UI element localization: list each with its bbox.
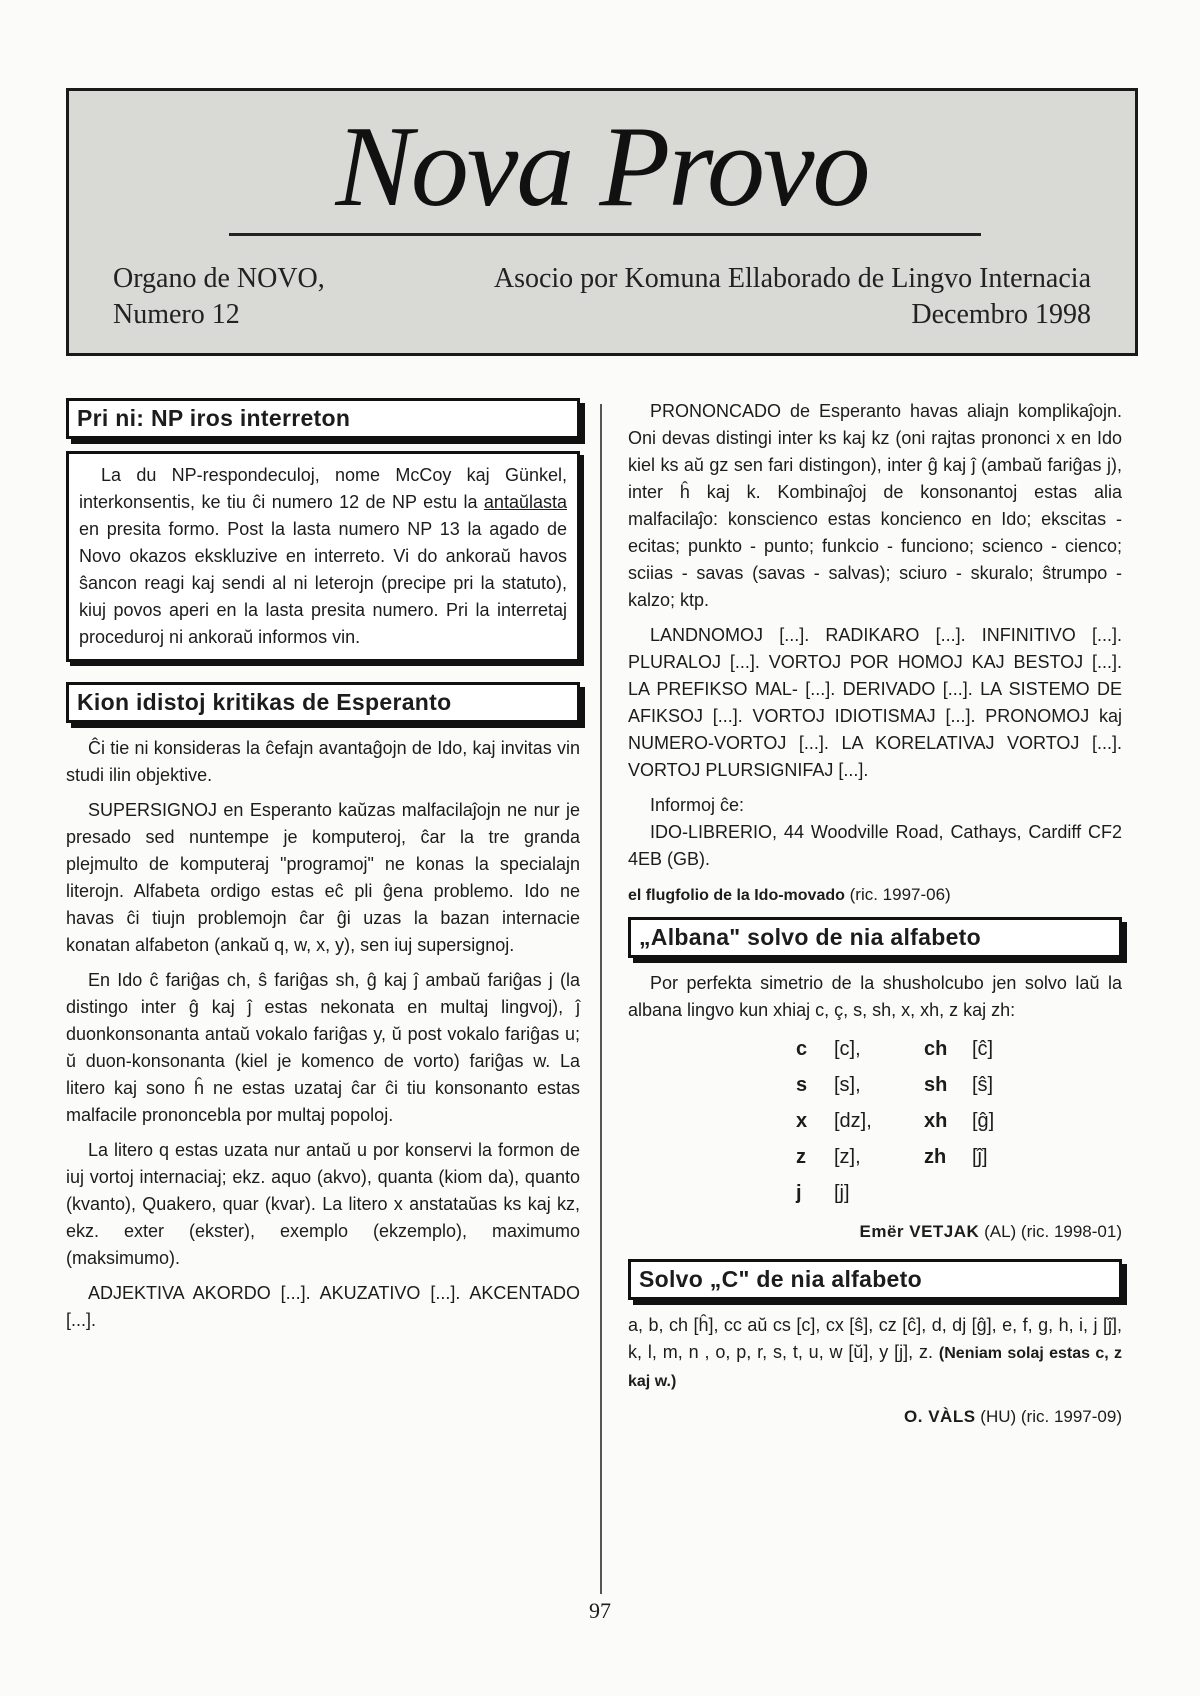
table-cell: sh [924,1073,948,1096]
table-cell: x [796,1109,808,1132]
newsletter-title: Nova Provo [335,103,869,231]
right-column [628,398,1122,1444]
table-cell: [ĵ] [972,1145,988,1168]
albana-credit [628,1218,1122,1245]
table-cell: z [796,1145,806,1168]
table-cell: [j] [834,1181,850,1204]
table-cell [920,1176,972,1212]
heading-interreto: Pri ni: NP iros interreton [66,398,580,439]
solvo-c-author-meta: (HU) (ric. 1997-09) [980,1407,1122,1426]
heading-solvo-c: Solvo „C" de nia alfabeto [628,1259,1122,1300]
table-row [796,1140,1002,1176]
issue-date: Decembro 1998 [911,299,1091,330]
solvo-c-note: (Neniam solaj estas c, z kaj w.) [628,1345,1122,1390]
table-cell: [dz], [834,1109,872,1132]
albana-author-meta: (AL) (ric. 1998-01) [984,1222,1122,1241]
albana-author: Emër VETJAK [859,1222,980,1241]
column-divider [600,404,602,1594]
table-cell: [ĉ] [972,1037,994,1060]
article-paragraph: SUPERSIGNOJ en Esperanto kaŭzas malfacilaĵojn ne nur je presado sed nuntempe je komputeroj, ĉar la tre granda plejmulto de komputeraj "programoj" ne konas la specialajn literojn. Alfabeta ordigo estas eĉ pli ĝena problemo. Ido ne havas ĉi tiujn problemojn ĉar ĝi uzas la bazan internacie konatan alfabeton (ankaŭ q, w, x, y), sen iuj supersignoj. [66,800,580,955]
table-cell: [c], [834,1037,861,1060]
notice-underlined-word: antaŭlasta [483,492,567,512]
table-row [796,1176,1002,1212]
masthead-issue-line [113,299,1091,331]
heading-kritikas: Kion idistoj kritikas de Esperanto [66,682,580,723]
article-paragraph: La litero q estas uzata nur antaŭ u por konservi la formon de iuj vortoj internaciaj; ekz. aquo (akvo), quanta (kiom da), quanto (kvanto), Quakero, quar (kvar). La litero x anstataŭas ks kaj kz, ekz. exter (ekster), exemplo (ekzemplo), maximumo (maksimumo). [66,1140,580,1268]
table-cell: [ĝ] [972,1109,995,1132]
solvo-c-credit [628,1403,1122,1430]
left-column [66,398,580,1342]
table-row [796,1032,1002,1068]
heading-albana: „Albana" solvo de nia alfabeto [628,917,1122,958]
article-paragraph: LANDNOMOJ [...]. RADIKARO [...]. INFINITIVO [...]. PLURALOJ [...]. VORTOJ POR HOMOJ KAJ BESTOJ [...]. LA PREFIKSO MAL- [...]. DERIVADO [...]. LA SISTEMO DE AFIKSOJ [...]. VORTOJ IDIOTISMAJ [...]. PRONOMOJ kaj NUMERO-VORTOJ [...]. LA KORELATIVAJ VORTOJ [...]. VORTOJ PLURSIGNIFAJ [...]. [628,625,1122,780]
table-cell: j [796,1181,802,1204]
article-paragraph: En Ido ĉ fariĝas ch, ŝ fariĝas sh, ĝ kaj ĵ ambaŭ fariĝas j (la distingo inter ĝ kaj ĵ estas nekonata en multaj lingvoj), ĵ duonkonsonanta antaŭ vokalo fariĝas y, ŭ post vokalo fariĝas u; ŭ duon-konsonanta (kiel je komenco de vorto) fariĝas w. La litero kaj sono ĥ ne estas uzataj ĉar ĉi tiu konsonanto estas malfacile prononcebla por multaj popoloj. [66,970,580,1125]
masthead [66,88,1138,356]
table-cell: ch [924,1037,948,1060]
issue-number: Numero 12 [113,299,240,330]
association-text: Asocio por Komuna Ellaborado de Lingvo Internacia [493,263,1091,294]
organ-text: Organo de NOVO, [113,263,325,294]
table-row [796,1104,1002,1140]
solvo-c-author: O. VÀLS [904,1407,976,1426]
page-number: 97 [589,1598,611,1623]
article-paragraph: ADJEKTIVA AKORDO [...]. AKUZATIVO [...]. AKCENTADO [...]. [66,1283,580,1330]
notice-box [66,451,580,662]
table-cell [972,1176,1002,1212]
alphabet-table [796,1032,1002,1212]
info-address: IDO-LIBRERIO, 44 Woodville Road, Cathays, Cardiff CF2 4EB (GB). [628,822,1122,869]
solvo-c-text [628,1312,1122,1395]
solvo-c-alphabet: a, b, ch [ĥ], cc aŭ cs [c], cx [ŝ], cz [ĉ], d, dj [ĝ], e, f, g, h, i, j [ĵ], k, l, m, n , o, p, r, s, t, u, w [ŭ], y [j], z. [628,1315,1122,1362]
table-cell: c [796,1037,808,1060]
source-ref: (ric. 1997-06) [849,885,951,904]
info-label: Informoj ĉe: [650,795,745,815]
source-title: el flugfolio de la Ido-movado [628,887,845,904]
title-underline [229,233,981,236]
article-paragraph: Ĉi tie ni konsideras la ĉefajn avantaĝojn de Ido, kaj invitas vin studi ilin objektive. [66,738,580,785]
article-paragraph: PRONONCADO de Esperanto havas aliajn komplikaĵojn. Oni devas distingi inter ks kaj kz (oni rajtas prononci x en Ido kiel ks aŭ gz sen fari distingon), inter ĝ kaj ĵ (ambaŭ fariĝas j), inter ĥ kaj k. Kombinaĵoj de konsonantoj estas alia malfacilaĵo: konscienco estas koncienco en Ido; ekscitas - ecitas; punkto - punto; funkcio - funciono; scienco - cienco; sciias - savas (savas - salvas); sciuro - skuralo; ŝtrumpo - kalzo; ktp. [628,401,1122,610]
table-row [796,1068,1002,1104]
notice-text-a: La du NP-respondeculoj, nome McCoy kaj Günkel, interkonsentis, ke tiu ĉi numero 12 de NP estu la [79,465,567,512]
albana-text: Por perfekta simetrio de la shusholcubo jen solvo laŭ la albana lingvo kun xhiaj c, ç, s, sh, x, xh, z kaj zh: [628,973,1122,1020]
table-cell: [ŝ] [972,1073,994,1096]
table-cell: s [796,1073,808,1096]
table-cell: xh [924,1109,948,1132]
table-cell: [s], [834,1073,861,1096]
table-cell: [z], [834,1145,861,1168]
masthead-subtitle [113,263,1091,295]
notice-text-b: en presita formo. Post la lasta numero NP 13 la agado de Novo okazos ekskluzive en interreto. Vi do ankoraŭ havos ŝancon reagi kaj sendi al ni leterojn (precipe pri la statuto), kiuj povos aperi en la lasta presita numero. Pri la interretaj proceduroj ni ankoraŭ informos vin. [79,519,567,647]
source-line [628,881,1122,909]
notice-paragraph [79,462,567,651]
table-cell: zh [924,1145,947,1168]
